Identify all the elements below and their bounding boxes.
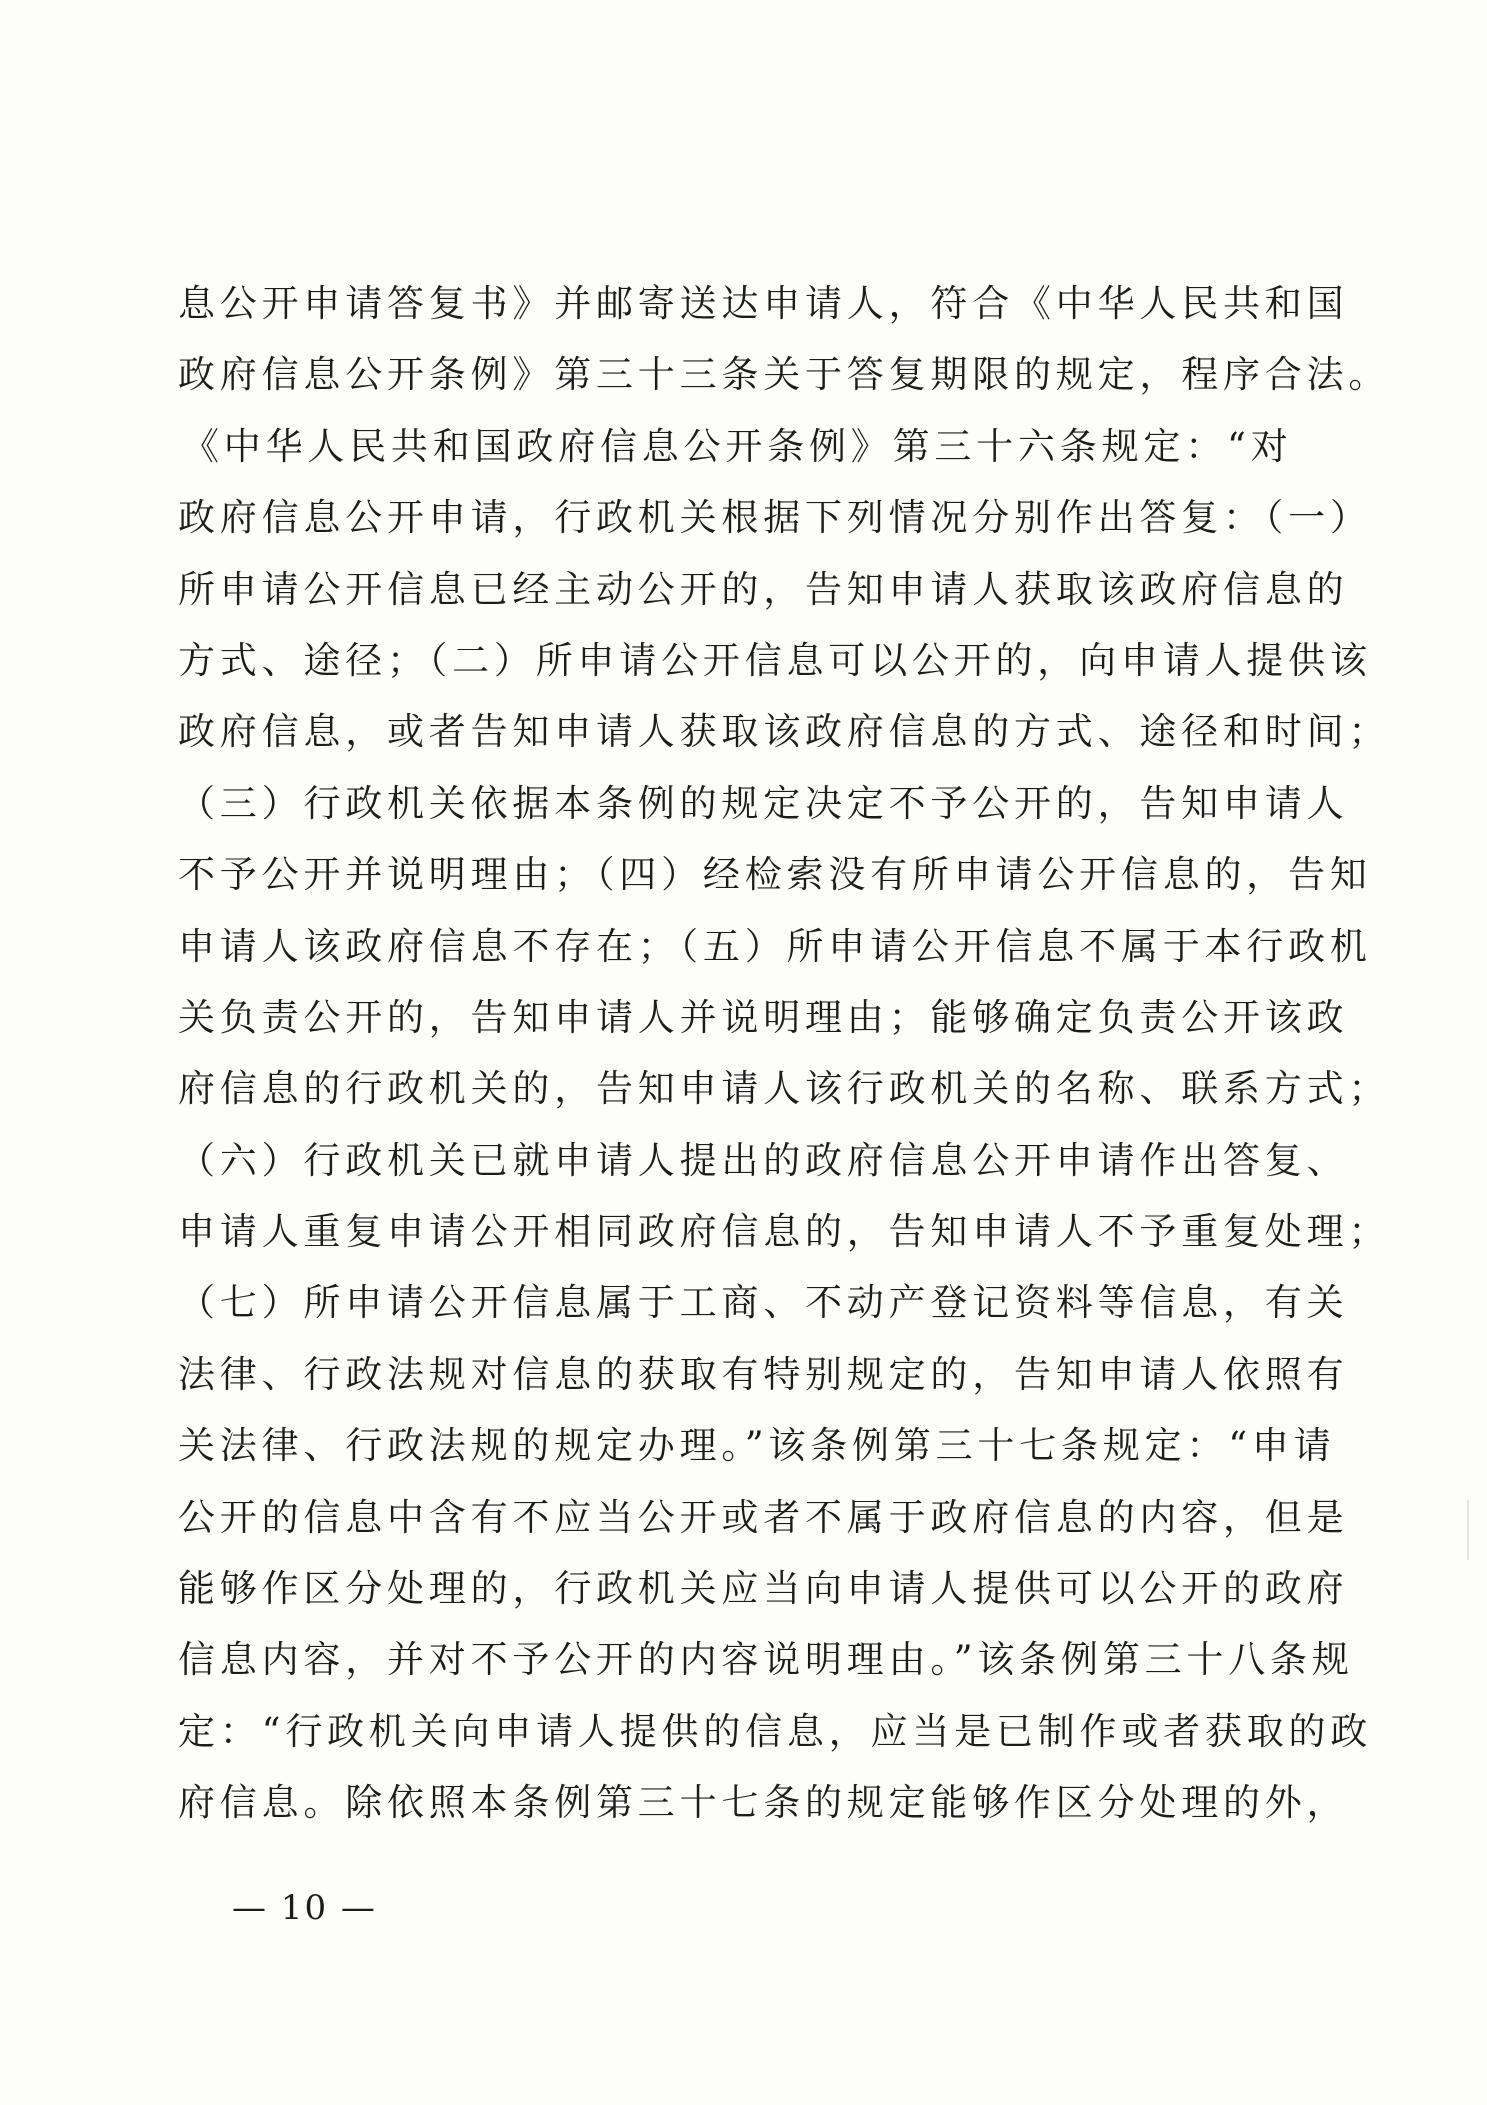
text-line: 能够作区分处理的，行政机关应当向申请人提供可以公开的政府 bbox=[178, 1567, 1349, 1611]
text-line: 政府信息公开条例》第三十三条关于答复期限的规定，程序合法。 bbox=[178, 353, 1391, 397]
text-line: （七）所申请公开信息属于工商、不动产登记资料等信息，有关 bbox=[178, 1281, 1349, 1325]
text-line: 府信息。除依照本条例第三十七条的规定能够作区分处理的外， bbox=[178, 1781, 1349, 1825]
text-line: 法律、行政法规对信息的获取有特别规定的，告知申请人依照有 bbox=[178, 1352, 1349, 1396]
text-line: 方式、途径；（二）所申请公开信息可以公开的，向申请人提供该 bbox=[178, 638, 1372, 682]
scan-artifact bbox=[1467, 1500, 1469, 1560]
text-line: （六）行政机关已就申请人提出的政府信息公开申请作出答复、 bbox=[178, 1138, 1349, 1182]
text-line: （三）行政机关依据本条例的规定决定不予公开的，告知申请人 bbox=[178, 781, 1349, 825]
text-line: 信息内容，并对不予公开的内容说明理由。”该条例第三十八条规 bbox=[178, 1638, 1354, 1682]
text-line: 所申请公开信息已经主动公开的，告知申请人获取该政府信息的 bbox=[178, 567, 1349, 611]
page-number: — 10 — bbox=[232, 1888, 377, 1928]
text-line: 关法律、行政法规的规定办理。”该条例第三十七条规定：“申请 bbox=[178, 1424, 1336, 1468]
text-line: 申请人重复申请公开相同政府信息的，告知申请人不予重复处理； bbox=[178, 1210, 1391, 1254]
text-line: 申请人该政府信息不存在；（五）所申请公开信息不属于本行政机 bbox=[178, 924, 1372, 968]
text-line: 政府信息公开申请，行政机关根据下列情况分别作出答复：（一） bbox=[178, 496, 1372, 540]
text-line: 公开的信息中含有不应当公开或者不属于政府信息的内容，但是 bbox=[178, 1495, 1349, 1539]
text-line: 定：“行政机关向申请人提供的信息，应当是已制作或者获取的政 bbox=[178, 1709, 1373, 1753]
text-line: 府信息的行政机关的，告知申请人该行政机关的名称、联系方式； bbox=[178, 1067, 1391, 1111]
text-line: 关负责公开的，告知申请人并说明理由；能够确定负责公开该政 bbox=[178, 995, 1349, 1039]
text-line: 《中华人民共和国政府信息公开条例》第三十六条规定：“对 bbox=[182, 424, 1293, 468]
text-line: 不予公开并说明理由；（四）经检索没有所申请公开信息的，告知 bbox=[178, 853, 1372, 897]
document-body bbox=[178, 268, 1391, 1839]
text-line: 政府信息，或者告知申请人获取该政府信息的方式、途径和时间； bbox=[178, 710, 1391, 754]
text-line: 息公开申请答复书》并邮寄送达申请人，符合《中华人民共和国 bbox=[178, 282, 1349, 325]
